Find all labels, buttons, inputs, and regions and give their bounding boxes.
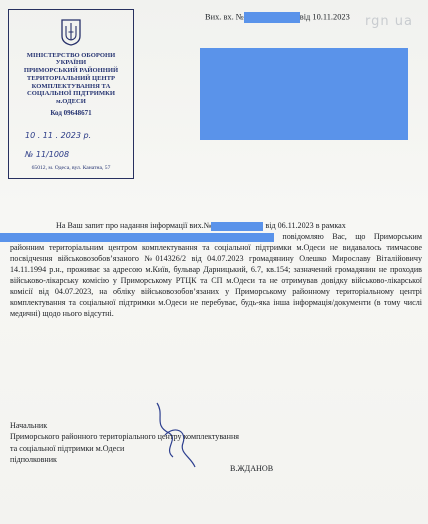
stamp-organization — [9, 52, 133, 106]
stamp-line: УКРАЇНИ — [55, 59, 87, 67]
incoming-date: від 10.11.2023 — [299, 12, 350, 22]
stamp-line: СОЦІАЛЬНОЇ ПІДТРИМКИ — [26, 90, 115, 98]
stamp-line: МІНІСТЕРСТВО ОБОРОНИ — [26, 51, 116, 59]
redaction — [0, 233, 274, 242]
redaction-addressee — [200, 48, 408, 140]
letter-paragraph — [10, 220, 422, 319]
redaction — [211, 222, 263, 231]
signature-org-city: та соціальної підтримки м.Одеси — [10, 443, 125, 453]
redaction — [244, 12, 300, 23]
watermark: rgn ua — [365, 14, 413, 29]
signature-rank: підполковник — [10, 454, 57, 464]
stamp-date: 10 . 11 . 2023 р. — [25, 131, 92, 140]
signature-org: Приморського районного територіального центру комплектування — [10, 432, 240, 442]
stamp-address: 65012, м. Одеса, вул. Канатна, 57 — [31, 165, 111, 172]
body-text-main: повідомляю Вас, що Приморським районним територіальним центром комплектування та соціальної підтримки м.Одеси не видавалось тимчасове посвідчення військовозобов’язаного №014326/2 від 04.07.2023 громадянину Олешко Мирославу Віталійовичу 14.11.1994 р.н., проживає за адресою м.Київ, бульвар Дарницький, 6.7, кв.154; зазначений громадянин не проходив військово-лікарську комісію у Приморському РТЦК та СП м.Одеси та не отримував довідку військово-лікарської комісії від 04.07.2023, на обліку військовозобов’язаних у Приморському районному територіальному центрі комплектування та соціальної підтримки м.Одеси не перебуває, будь-яка інша інформація/документи (в тому числі медичні) щодо нього відсутні. — [10, 232, 422, 318]
coat-of-arms-icon — [60, 18, 82, 46]
signature-name: В.ЖДАНОВ — [230, 464, 274, 473]
stamp-line: ПРИМОРСЬКИЙ РАЙОННИЙ — [23, 67, 119, 75]
body-text-start: На Ваш запит про надання інформації вих.№ — [56, 221, 212, 230]
signature-title: Начальник — [10, 421, 48, 430]
incoming-registration — [205, 12, 350, 23]
stamp-line: ТЕРИТОРІАЛЬНИЙ ЦЕНТР — [26, 74, 116, 82]
letter-body — [10, 220, 422, 319]
incoming-prefix: Вих. вх. № — [205, 12, 244, 22]
stamp-line: м.ОДЕСИ — [56, 97, 86, 105]
body-text-mid: від 06.11.2023 в рамках — [263, 221, 346, 230]
stamp-code: Код 09648671 — [50, 108, 92, 117]
registration-stamp — [8, 9, 134, 179]
stamp-line: КОМПЛЕКТУВАННЯ ТА — [31, 82, 111, 90]
signature-block — [10, 420, 420, 473]
stamp-number: № 11/1008 — [25, 150, 70, 159]
